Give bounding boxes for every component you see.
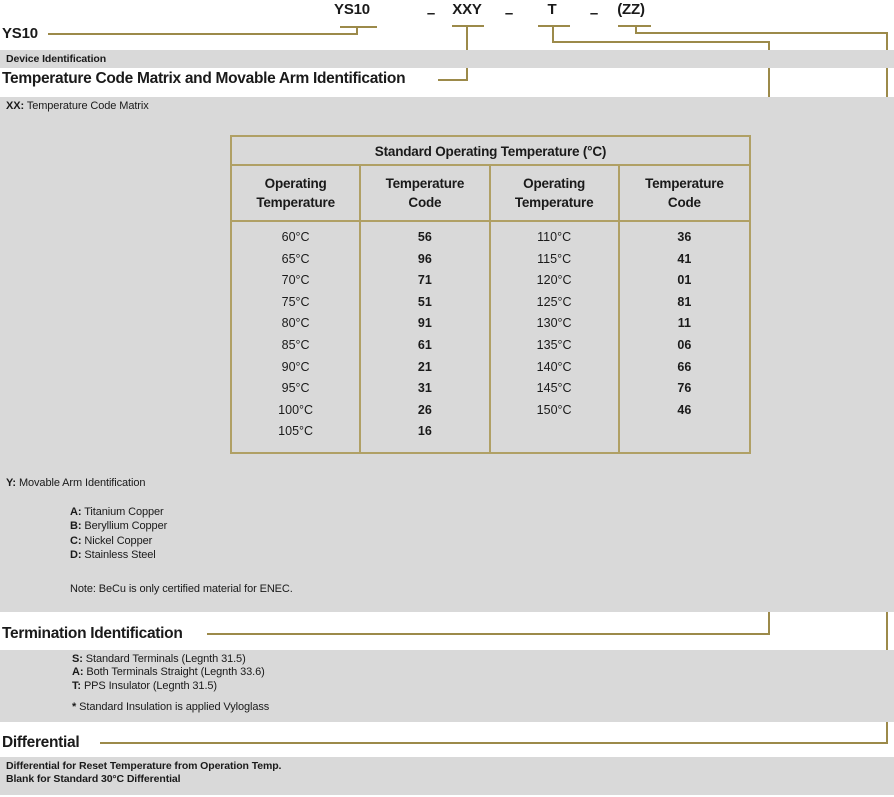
table-cell: 75°C: [281, 294, 310, 309]
arm-option: [70, 505, 167, 519]
table-cell: 91: [417, 316, 432, 331]
table-cell: 56: [417, 230, 432, 244]
y-definition: [6, 477, 145, 489]
connector-t-horizontal-top: [552, 41, 770, 43]
device-identification-bar: [0, 50, 894, 68]
table-body: [232, 222, 749, 452]
table-cell: 36: [677, 230, 692, 244]
table-cell: 65°C: [281, 251, 310, 266]
table-cell: 46: [677, 402, 692, 417]
table-cell: 81: [677, 294, 692, 309]
table-cell: 150°C: [536, 402, 572, 417]
table-header-row: [232, 166, 749, 222]
differential-description-line2: Blank for Standard 30°C Differential: [6, 773, 181, 785]
table-cell: 76: [677, 381, 692, 396]
table-cell: 06: [677, 337, 692, 352]
termination-option-key: S:: [72, 653, 83, 665]
part-code-separator-1: –: [426, 5, 436, 22]
xx-key: XX:: [6, 100, 25, 112]
table-cell: 21: [417, 359, 432, 374]
table-cell: 100°C: [278, 402, 314, 417]
column-header: Temperature Code: [361, 166, 490, 220]
table-cell: 66: [677, 359, 692, 374]
xx-definition: [6, 100, 149, 112]
connector-xxy-hook: [438, 79, 468, 81]
column-header: Operating Temperature: [232, 166, 361, 220]
termination-option-text: Both Terminals Straight (Legnth 33.6): [86, 666, 265, 679]
termination-options: [72, 653, 265, 693]
column-header: Operating Temperature: [491, 166, 620, 220]
becu-note: Note: BeCu is only certified material for ENEC.: [70, 583, 293, 595]
differential-section-heading: Differential: [2, 734, 80, 751]
connector-differential-heading-line: [100, 742, 888, 744]
table-cell: 41: [677, 251, 692, 266]
movable-arm-options: [70, 505, 167, 563]
connector-termination-heading-line: [207, 633, 770, 635]
table-cell: 140°C: [536, 359, 572, 374]
device-identification-label: Device Identification: [6, 53, 107, 65]
arm-option-key: D:: [70, 549, 82, 562]
arm-option-text: Beryllium Copper: [84, 520, 168, 533]
table-cell: 70°C: [281, 273, 310, 288]
temperature-code-table: [230, 135, 751, 454]
table-cell: 61: [417, 337, 432, 352]
footnote-text: Standard Insulation is applied Vyloglass: [79, 701, 270, 713]
xx-text: Temperature Code Matrix: [26, 100, 149, 112]
table-cell: 01: [677, 273, 692, 288]
table-cell: 115°C: [537, 251, 572, 266]
part-code-separator-3: –: [589, 5, 599, 22]
connector-zz-horizontal-top: [635, 32, 888, 34]
arm-option-key: A:: [70, 506, 82, 518]
table-cell: 71: [417, 273, 432, 288]
termination-option-text: PPS Insulator (Legnth 31.5): [83, 679, 217, 692]
table-cell: 80°C: [281, 316, 310, 331]
table-cell: 120°C: [536, 273, 572, 288]
termination-option-key: T:: [72, 679, 81, 692]
termination-option-key: A:: [72, 666, 84, 679]
table-cell: 90°C: [281, 359, 310, 374]
table-cell: 16: [417, 424, 432, 439]
table-cell: 110°C: [537, 230, 572, 244]
part-code-termination: T: [547, 1, 557, 18]
table-cell: 145°C: [536, 381, 572, 396]
connector-xxy-bracket: [452, 25, 484, 27]
table-cell: 85°C: [281, 337, 310, 352]
table-cell: 105°C: [278, 424, 314, 439]
table-cell: 135°C: [536, 337, 572, 352]
connector-ys10-bracket: [340, 26, 377, 28]
footnote-asterisk: *: [72, 701, 77, 713]
arm-option-key: B:: [70, 520, 82, 533]
column-operating-temp-right: [491, 222, 620, 452]
arm-option-text: Stainless Steel: [84, 549, 156, 562]
differential-description-line1: Differential for Reset Temperature from Operation Temp.: [6, 760, 282, 772]
column-operating-temp-left: [232, 222, 361, 452]
table-cell: 95°C: [281, 381, 310, 396]
part-code-separator-2: –: [504, 5, 514, 22]
connector-t-bracket: [538, 25, 570, 27]
table-cell: 130°C: [536, 316, 572, 331]
table-cell: 96: [417, 251, 432, 266]
part-code-differential: (ZZ): [617, 1, 645, 18]
column-temp-code-left: [361, 222, 490, 452]
part-code-temp-arm: XXY: [452, 1, 482, 18]
arm-option: [70, 519, 167, 533]
termination-option: [72, 666, 265, 679]
table-cell: 26: [417, 402, 432, 417]
y-text: Movable Arm Identification: [18, 477, 146, 489]
arm-option-text: Nickel Copper: [84, 534, 153, 547]
table-title: Standard Operating Temperature (°C): [232, 137, 749, 166]
column-temp-code-right: [620, 222, 749, 452]
connector-ys10-horizontal: [48, 33, 358, 35]
termination-option-text: Standard Terminals (Legnth 31.5): [85, 653, 246, 665]
arm-option: [70, 548, 167, 562]
part-code-base: YS10: [334, 1, 370, 18]
temp-section-heading: Temperature Code Matrix and Movable Arm Identification: [2, 70, 406, 87]
table-cell: 60°C: [281, 230, 310, 244]
table-cell: 11: [677, 316, 691, 331]
arm-option-text: Titanium Copper: [84, 506, 164, 518]
table-cell: 51: [417, 294, 432, 309]
termination-section-heading: Termination Identification: [2, 625, 183, 642]
table-cell: 125°C: [536, 294, 572, 309]
device-code-label: YS10: [2, 25, 38, 42]
arm-option-key: C:: [70, 534, 82, 547]
termination-option: [72, 680, 265, 693]
y-key: Y:: [6, 477, 16, 489]
arm-option: [70, 534, 167, 548]
column-header: Temperature Code: [645, 176, 724, 210]
termination-option: [72, 653, 265, 666]
table-cell: 31: [417, 381, 432, 396]
insulation-footnote: [72, 701, 269, 713]
